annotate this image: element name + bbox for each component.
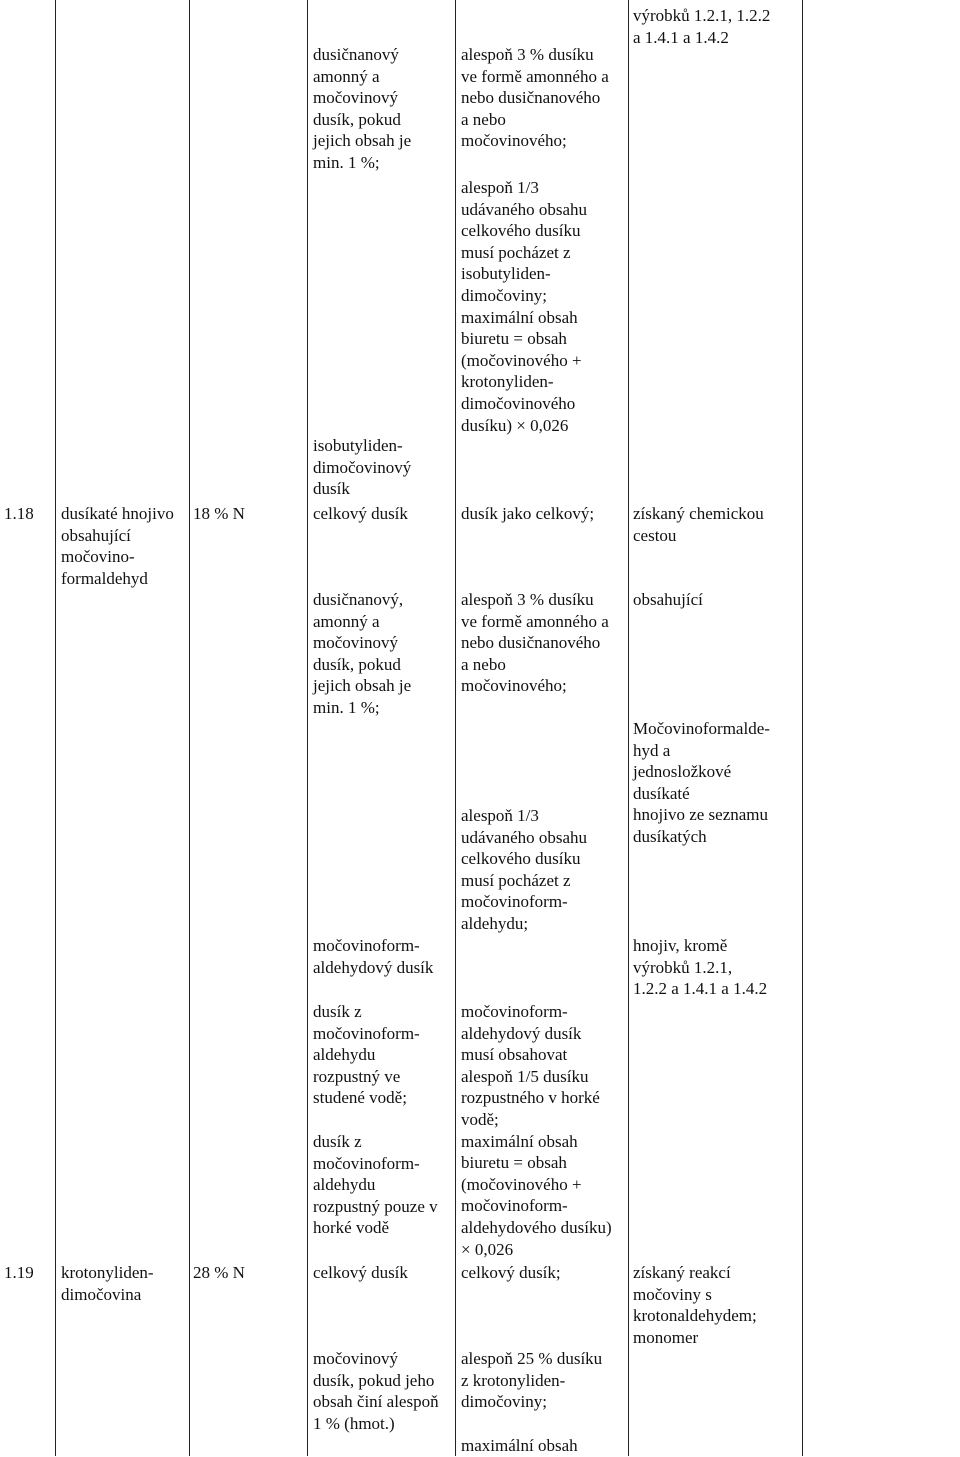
obtained-method-1-18: získaný chemickou cestou (633, 504, 764, 545)
nutrient-content-1-18: 18 % N (193, 504, 245, 523)
total-nitrogen-requirement-1-18: dusík jako celkový; (461, 504, 595, 523)
row-number-1-19: 1.19 (4, 1263, 34, 1282)
mixture-description-1-18: Močovinoformalde- hyd a jednosložkové dusíkaté hnojivo ze seznamu dusíkatých (633, 719, 770, 846)
column-rule-4 (455, 0, 456, 1456)
isobutylidene-nitrogen: isobutyliden- dimočovinový dusík (313, 436, 412, 499)
hot-water-requirement: močovinoform- aldehydový dusík musí obsahovat alespoň 1/5 dusíku rozpustného v horké vodě; maximální obsah biuretu = obsah (močovinového + močovinoform- aldehydového dusíku) × 0,026 (461, 1002, 612, 1259)
column-rule-5 (628, 0, 629, 1456)
column-rule-1 (55, 0, 56, 1456)
containing-label-1-18: obsahující (633, 590, 703, 609)
max-content-text-1-19: maximální obsah (461, 1436, 578, 1455)
cold-water-soluble-nitrogen: dusík z močovinoform- aldehydu rozpustný ve studené vodě; (313, 1002, 420, 1108)
except-products-text: hnojiv, kromě výrobků 1.2.1, 1.2.2 a 1.4.1 a 1.4.2 (633, 936, 768, 999)
total-nitrogen-form-1-18: celkový dusík (313, 504, 408, 523)
isobutylidene-requirement: alespoň 1/3 udávaného obsahu celkového dusíku musí pocházet z isobutyliden- dimočoviny; maximální obsah biuretu = obsah (močovinového + krotonyliden- dimočovinového dusíku) × 0,026 (461, 178, 588, 435)
nutrient-content-1-19: 28 % N (193, 1263, 245, 1282)
column-rule-3 (307, 0, 308, 1456)
column-rule-2 (189, 0, 190, 1456)
column-rule-6 (802, 0, 803, 1456)
fertilizer-name-1-18: dusíkaté hnojivo obsahující močovino- formaldehyd (61, 504, 174, 588)
nitrogen-forms-requirement: alespoň 3 % dusíku ve formě amonného a nebo dusičnanového a nebo močovinového; (461, 45, 609, 151)
total-nitrogen-form-1-19: celkový dusík (313, 1263, 408, 1282)
obtained-method-1-19: získaný reakcí močoviny s krotonaldehydem; monomer (633, 1263, 757, 1347)
urea-formaldehyde-requirement: alespoň 1/3 udávaného obsahu celkového dusíku musí pocházet z močovinoform- aldehydu; (461, 806, 588, 933)
typ-cont-text: výrobků 1.2.1, 1.2.2 a 1.4.1 a 1.4.2 (633, 6, 771, 47)
nitrogen-forms-text: dusičnanový amonný a močovinový dusík, pokud jejich obsah je min. 1 %; (313, 45, 412, 172)
urea-formaldehyde-nitrogen: močovinoform- aldehydový dusík (313, 936, 434, 977)
total-nitrogen-requirement-1-19: celkový dusík; (461, 1263, 561, 1282)
urea-nitrogen-requirement-1-19: alespoň 25 % dusíku z krotonyliden- dimočoviny; (461, 1349, 603, 1412)
urea-nitrogen-form-1-19: močovinový dusík, pokud jeho obsah činí alespoň 1 % (hmot.) (313, 1349, 439, 1433)
fertilizer-name-1-19: krotonyliden- dimočovina (61, 1263, 154, 1304)
row-number-1-18: 1.18 (4, 504, 34, 523)
hot-water-only-nitrogen: dusík z močovinoform- aldehydu rozpustný pouze v horké vodě (313, 1132, 438, 1238)
nitrogen-forms-1-18: dusičnanový, amonný a močovinový dusík, pokud jejich obsah je min. 1 %; (313, 590, 412, 717)
nitrogen-forms-requirement-1-18: alespoň 3 % dusíku ve formě amonného a nebo dusičnanového a nebo močovinového; (461, 590, 609, 696)
